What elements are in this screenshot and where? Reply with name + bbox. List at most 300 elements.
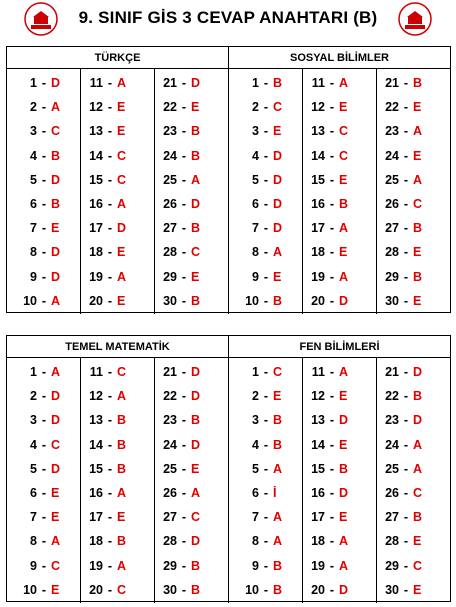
question-number: 2 [252,389,259,404]
answer-row [7,481,80,505]
question-number: 5 [30,461,37,476]
question-number: 11 [89,76,103,91]
dash-separator: - [403,269,409,284]
answer-letter: B [191,558,201,573]
dash-separator: - [263,76,269,91]
answer-row [155,265,228,289]
answer-letter: B [51,197,61,212]
answer-row [81,192,154,216]
dash-separator: - [403,437,409,452]
dash-separator: - [107,269,113,284]
question-number: 25 [385,461,399,476]
dash-separator: - [181,413,187,428]
question-number: 17 [89,221,103,236]
answer-row [229,95,302,119]
answer-letter: C [339,148,349,163]
dash-separator: - [329,221,335,236]
dash-separator: - [41,148,47,163]
answer-row [155,578,228,602]
question-number: 20 [311,582,325,597]
answer-row [7,168,80,192]
question-number: 6 [252,197,259,212]
question-number: 9 [252,269,259,284]
dash-separator: - [107,534,113,549]
answer-letter: B [413,389,423,404]
answer-row [303,71,376,95]
answer-letter: A [117,486,127,501]
question-number: 17 [311,510,325,525]
answer-column [80,69,154,314]
answer-letter: E [413,245,422,260]
answer-letter: E [117,510,126,525]
dash-separator: - [41,486,47,501]
question-number: 5 [252,461,259,476]
answer-row [81,71,154,95]
answer-letter: A [413,172,423,187]
dash-separator: - [107,413,113,428]
answer-letter: D [191,197,201,212]
answer-letter: C [191,245,201,260]
question-number: 17 [89,510,103,525]
question-number: 25 [385,172,399,187]
question-number: 24 [385,148,399,163]
answer-row [303,119,376,143]
answer-row [377,119,450,143]
answer-row [303,144,376,168]
answer-row [155,216,228,240]
answer-letter: E [413,100,422,115]
answer-column [302,69,376,314]
answer-row [7,71,80,95]
answer-row [81,408,154,432]
section-title-turkce: TÜRKÇE [94,52,141,64]
question-number: 12 [311,100,325,115]
answer-letter: B [191,293,201,308]
answer-letter: D [191,76,201,91]
question-number: 3 [252,124,259,139]
dash-separator: - [107,221,113,236]
dash-separator: - [263,510,269,525]
answer-letter: D [51,172,61,187]
answer-row [303,433,376,457]
question-number: 14 [89,148,103,163]
answer-row [303,360,376,384]
question-number: 22 [385,389,399,404]
answer-row [229,457,302,481]
answer-letter: A [51,534,61,549]
dash-separator: - [41,100,47,115]
dash-separator: - [41,461,47,476]
dash-separator: - [329,510,335,525]
dash-separator: - [181,582,187,597]
question-number: 13 [89,413,103,428]
question-number: 7 [30,510,37,525]
question-number: 9 [30,558,37,573]
answer-row [155,505,228,529]
dash-separator: - [181,558,187,573]
answer-row [229,408,302,432]
answer-letter: E [339,389,348,404]
answer-letter: E [273,269,282,284]
question-number: 26 [163,197,177,212]
dash-separator: - [403,293,409,308]
answer-row [81,289,154,313]
question-number: 2 [30,100,37,115]
answer-row [81,168,154,192]
answer-row [81,433,154,457]
dash-separator: - [403,245,409,260]
answer-row [81,144,154,168]
question-number: 29 [385,269,399,284]
dash-separator: - [107,365,113,380]
question-number: 22 [163,100,177,115]
dash-separator: - [263,413,269,428]
question-number: 14 [311,148,325,163]
dash-separator: - [263,100,269,115]
dash-separator: - [107,510,113,525]
answer-row [81,529,154,553]
answer-letter: A [339,558,349,573]
answer-row [229,168,302,192]
question-number: 20 [311,293,325,308]
answer-letter: C [117,172,127,187]
dash-separator: - [41,245,47,260]
answer-letter: E [191,100,200,115]
answer-row [81,265,154,289]
answer-letter: E [51,582,60,597]
answer-row [229,240,302,264]
answer-row [7,216,80,240]
answer-letter: C [413,558,423,573]
question-number: 27 [385,510,399,525]
answer-row [377,360,450,384]
answer-row [377,457,450,481]
answer-letter: D [273,172,283,187]
answer-row [155,433,228,457]
question-number: 2 [252,100,259,115]
question-number: 17 [311,221,325,236]
dash-separator: - [41,172,47,187]
question-number: 23 [385,413,399,428]
answer-row [229,505,302,529]
answer-letter: C [413,486,423,501]
answer-letter: E [339,245,348,260]
answer-letter: E [339,437,348,452]
answer-row [377,265,450,289]
answer-row [303,168,376,192]
answer-row [7,457,80,481]
dash-separator: - [107,582,113,597]
dash-separator: - [403,365,409,380]
dash-separator: - [403,510,409,525]
answer-row [81,95,154,119]
answer-row [7,578,80,602]
answer-row [229,554,302,578]
question-number: 18 [311,534,325,549]
dash-separator: - [181,172,187,187]
answer-row [155,144,228,168]
question-number: 20 [89,582,103,597]
answer-row [81,578,154,602]
question-number: 4 [30,437,37,452]
answer-letter: D [273,197,283,212]
answer-letter: B [273,413,283,428]
dash-separator: - [181,510,187,525]
dash-separator: - [403,389,409,404]
answer-letter: A [191,172,201,187]
question-number: 11 [89,365,103,380]
dash-separator: - [403,100,409,115]
answer-row [7,144,80,168]
answer-row [7,384,80,408]
question-number: 15 [89,461,103,476]
dash-separator: - [41,389,47,404]
question-number: 3 [30,413,37,428]
answer-row [229,384,302,408]
dash-separator: - [107,437,113,452]
answer-row [377,433,450,457]
dash-separator: - [41,510,47,525]
dash-separator: - [181,486,187,501]
dash-separator: - [41,413,47,428]
dash-separator: - [181,293,187,308]
question-number: 21 [385,365,399,380]
question-number: 12 [311,389,325,404]
answer-letter: B [117,413,127,428]
answer-letter: E [191,461,200,476]
question-number: 5 [30,172,37,187]
dash-separator: - [107,76,113,91]
question-number: 28 [385,245,399,260]
dash-separator: - [329,293,335,308]
answer-letter: E [339,100,348,115]
answer-row [303,384,376,408]
answer-row [229,216,302,240]
answer-row [377,216,450,240]
question-number: 5 [252,172,259,187]
dash-separator: - [403,197,409,212]
question-number: 22 [163,389,177,404]
answer-column [229,358,302,603]
question-number: 29 [163,269,177,284]
answer-row [377,554,450,578]
answer-letter: D [51,269,61,284]
answer-row [7,265,80,289]
question-number: 7 [30,221,37,236]
question-number: 8 [252,534,259,549]
answer-letter: D [191,437,201,452]
answer-row [81,481,154,505]
answer-letter: D [413,413,423,428]
answer-row [303,289,376,313]
dash-separator: - [107,197,113,212]
answer-row [303,216,376,240]
question-number: 2 [30,389,37,404]
question-number: 21 [163,365,177,380]
answer-column [154,358,228,603]
answer-letter: B [339,197,349,212]
question-number: 30 [385,582,399,597]
question-number: 25 [163,172,177,187]
question-number: 29 [385,558,399,573]
question-number: 30 [163,582,177,597]
answer-row [377,192,450,216]
dash-separator: - [263,124,269,139]
dash-separator: - [403,558,409,573]
question-number: 14 [311,437,325,452]
answer-letter: D [51,245,61,260]
dash-separator: - [403,413,409,428]
answer-letter: D [191,389,201,404]
answer-letter: E [273,124,282,139]
answer-letter: A [191,486,201,501]
answer-letter: E [51,486,60,501]
answer-row [377,168,450,192]
dash-separator: - [263,558,269,573]
answer-letter: E [339,172,348,187]
answer-letter: E [51,510,60,525]
answer-letter: E [117,124,126,139]
dash-separator: - [107,172,113,187]
answer-letter: E [117,245,126,260]
answer-column [229,69,302,314]
question-number: 26 [163,486,177,501]
question-number: 16 [311,486,325,501]
question-number: 9 [30,269,37,284]
answer-letter: A [339,365,349,380]
dash-separator: - [403,172,409,187]
answer-letter: D [339,293,349,308]
answer-letter: D [51,76,61,91]
answer-row [377,529,450,553]
answer-letter: C [117,365,127,380]
answer-letter: A [117,558,127,573]
dash-separator: - [41,365,47,380]
question-number: 21 [163,76,177,91]
question-number: 4 [30,148,37,163]
dash-separator: - [329,148,335,163]
question-number: 11 [311,76,325,91]
answer-letter: D [273,221,283,236]
question-number: 27 [163,221,177,236]
dash-separator: - [41,124,47,139]
dash-separator: - [329,413,335,428]
answer-letter: B [413,221,423,236]
answer-row [7,289,80,313]
answer-letter: B [191,582,201,597]
answer-row [303,95,376,119]
answer-row [229,192,302,216]
dash-separator: - [263,269,269,284]
answer-row [303,192,376,216]
question-number: 23 [385,124,399,139]
answer-row [155,481,228,505]
dash-separator: - [329,534,335,549]
answer-row [303,578,376,602]
question-number: 22 [385,100,399,115]
dash-separator: - [263,245,269,260]
dash-separator: - [263,582,269,597]
dash-separator: - [329,389,335,404]
answer-row [81,119,154,143]
question-number: 1 [30,76,37,91]
question-number: 16 [89,197,103,212]
question-number: 19 [311,558,325,573]
answer-letter: B [273,582,283,597]
question-number: 10 [23,293,37,308]
question-number: 6 [30,486,37,501]
dash-separator: - [181,269,187,284]
answer-letter: B [273,558,283,573]
answer-letter: B [339,461,349,476]
answer-letter: D [51,389,61,404]
answer-row [377,289,450,313]
answer-row [155,119,228,143]
answer-row [303,505,376,529]
question-number: 29 [163,558,177,573]
dash-separator: - [107,486,113,501]
question-number: 24 [385,437,399,452]
answer-row [7,554,80,578]
question-number: 16 [89,486,103,501]
dash-separator: - [263,293,269,308]
question-number: 10 [245,582,259,597]
dash-separator: - [181,461,187,476]
answer-letter: A [339,534,349,549]
dash-separator: - [181,76,187,91]
answer-letter: C [339,124,349,139]
answer-row [229,529,302,553]
answer-row [155,192,228,216]
dash-separator: - [41,293,47,308]
question-number: 19 [311,269,325,284]
answer-letter: C [273,100,283,115]
question-number: 21 [385,76,399,91]
answer-row [377,95,450,119]
dash-separator: - [107,558,113,573]
answer-row [229,71,302,95]
dash-separator: - [329,245,335,260]
question-number: 27 [385,221,399,236]
dash-separator: - [403,124,409,139]
answer-row [303,408,376,432]
question-number: 28 [163,534,177,549]
question-number: 12 [89,100,103,115]
answer-letter: D [191,365,201,380]
answer-letter: D [191,534,201,549]
question-number: 30 [385,293,399,308]
answer-letter: A [413,124,423,139]
answer-letter: A [413,461,423,476]
dash-separator: - [329,124,335,139]
dash-separator: - [41,269,47,284]
question-number: 24 [163,148,177,163]
dash-separator: - [181,148,187,163]
answer-row [155,360,228,384]
answer-letter: B [191,148,201,163]
answer-row [7,119,80,143]
dash-separator: - [329,486,335,501]
answer-row [303,529,376,553]
dash-separator: - [107,461,113,476]
dash-separator: - [181,389,187,404]
answer-row [7,360,80,384]
dash-separator: - [181,437,187,452]
answer-letter: C [273,365,283,380]
answer-letter: D [339,582,349,597]
dash-separator: - [41,534,47,549]
question-number: 18 [89,245,103,260]
